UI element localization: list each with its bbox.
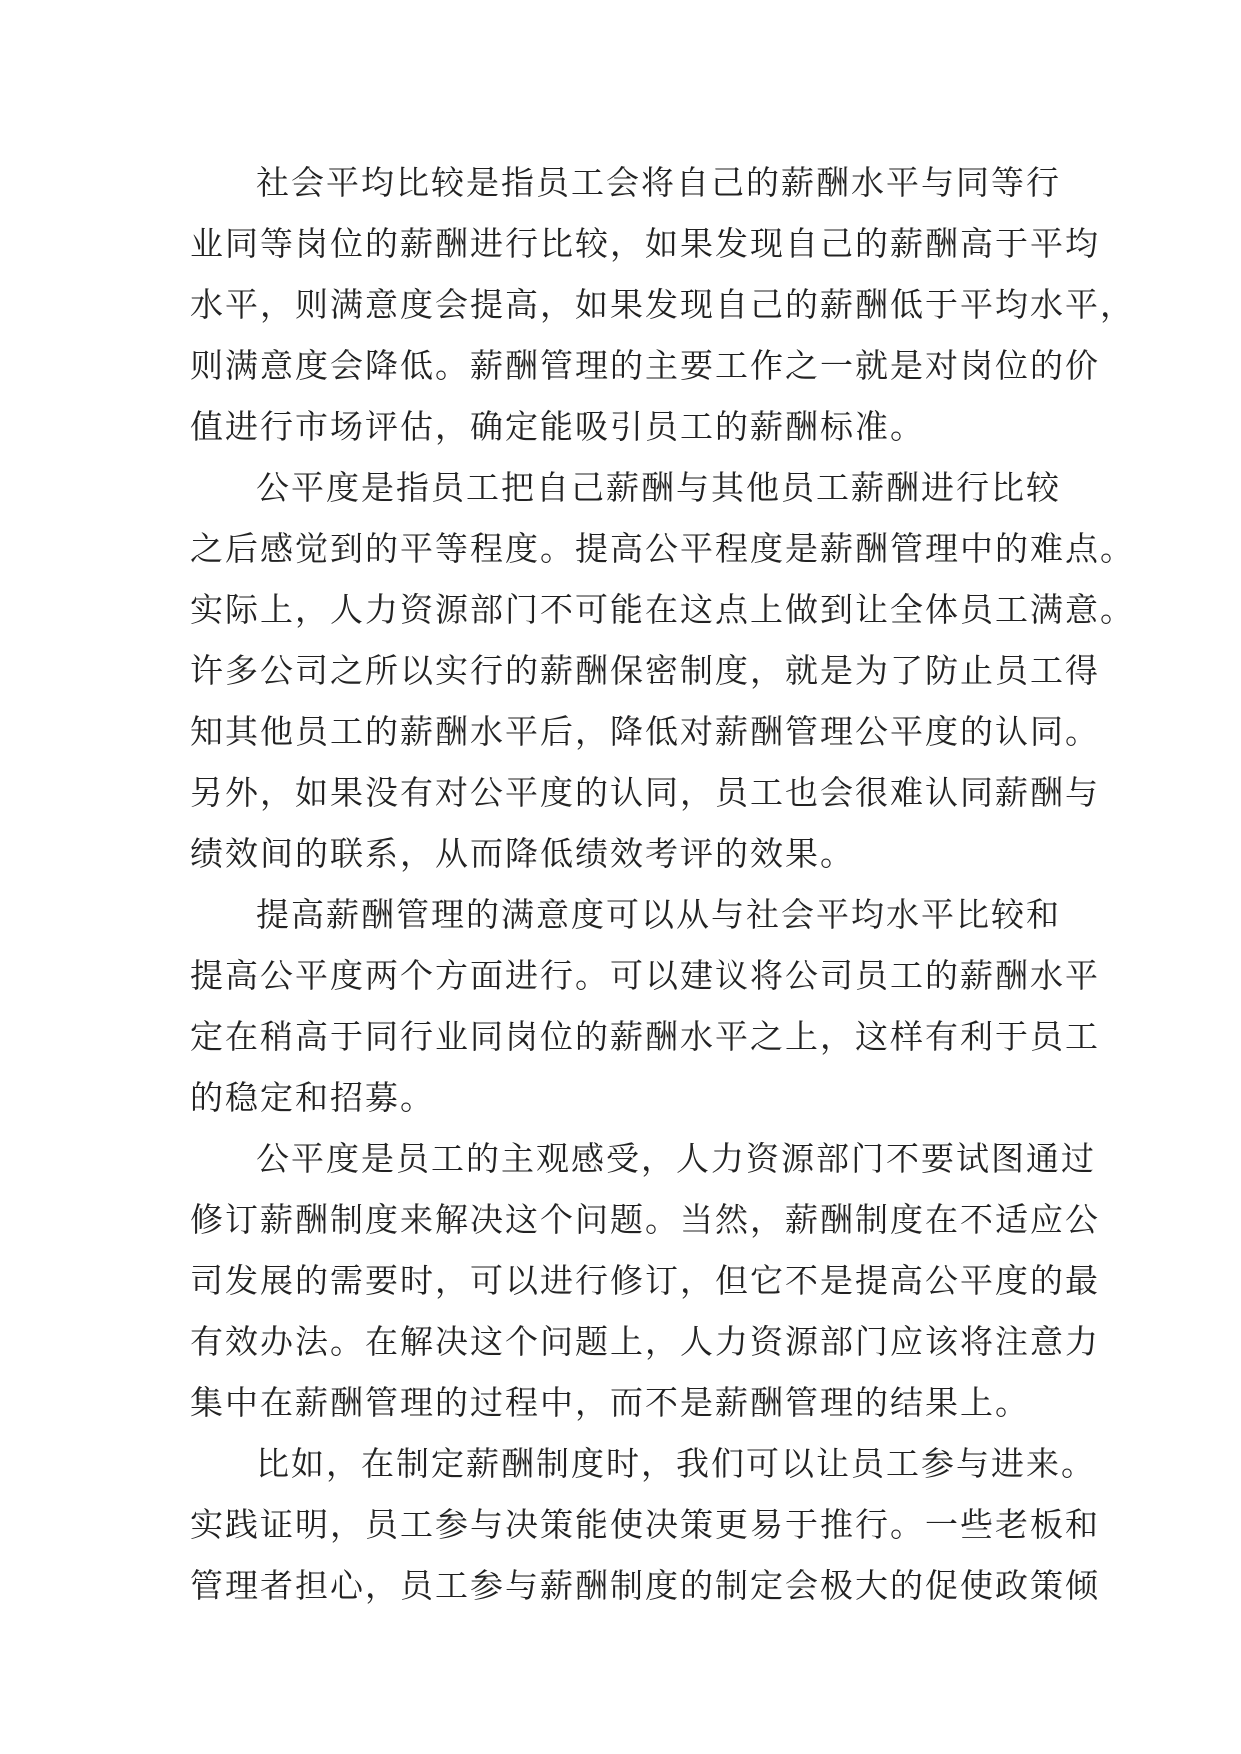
text-line: 定在稍高于同行业同岗位的薪酬水平之上，这样有利于员工 bbox=[190, 1017, 1100, 1056]
text-line: 社会平均比较是指员工会将自己的薪酬水平与同等行 bbox=[256, 163, 1061, 202]
text-line: 修订薪酬制度来解决这个问题。当然，薪酬制度在不适应公 bbox=[190, 1200, 1100, 1239]
text-line: 知其他员工的薪酬水平后，降低对薪酬管理公平度的认同。 bbox=[190, 712, 1100, 751]
text-line: 实际上，人力资源部门不可能在这点上做到让全体员工满意。 bbox=[190, 590, 1135, 629]
text-line: 有效办法。在解决这个问题上，人力资源部门应该将注意力 bbox=[190, 1322, 1100, 1361]
text-line: 公平度是指员工把自己薪酬与其他员工薪酬进行比较 bbox=[256, 468, 1061, 507]
paragraph-improve-satisfaction bbox=[190, 884, 1100, 1128]
text-line: 另外，如果没有对公平度的认同，员工也会很难认同薪酬与 bbox=[190, 773, 1100, 812]
text-line: 公平度是员工的主观感受，人力资源部门不要试图通过 bbox=[256, 1139, 1096, 1178]
text-line: 许多公司之所以实行的薪酬保密制度，就是为了防止员工得 bbox=[190, 651, 1100, 690]
paragraph-fairness-definition bbox=[190, 457, 1135, 884]
text-line: 管理者担心，员工参与薪酬制度的制定会极大的促使政策倾 bbox=[190, 1566, 1100, 1605]
paragraph-employee-participation bbox=[190, 1433, 1100, 1616]
paragraph-social-average-comparison bbox=[190, 152, 1135, 457]
text-line: 司发展的需要时，可以进行修订，但它不是提高公平度的最 bbox=[190, 1261, 1100, 1300]
text-line: 绩效间的联系，从而降低绩效考评的效果。 bbox=[190, 834, 855, 873]
text-line: 集中在薪酬管理的过程中，而不是薪酬管理的结果上。 bbox=[190, 1383, 1030, 1422]
text-line: 业同等岗位的薪酬进行比较，如果发现自己的薪酬高于平均 bbox=[190, 224, 1100, 263]
document-body bbox=[190, 152, 1135, 1616]
text-line: 提高薪酬管理的满意度可以从与社会平均水平比较和 bbox=[256, 895, 1061, 934]
paragraph-subjective-feeling bbox=[190, 1128, 1100, 1433]
text-line: 则满意度会降低。薪酬管理的主要工作之一就是对岗位的价 bbox=[190, 346, 1100, 385]
text-line: 比如，在制定薪酬制度时，我们可以让员工参与进来。 bbox=[256, 1444, 1096, 1483]
text-line: 值进行市场评估，确定能吸引员工的薪酬标准。 bbox=[190, 407, 925, 446]
text-line: 水平，则满意度会提高，如果发现自己的薪酬低于平均水平， bbox=[190, 285, 1135, 324]
text-line: 之后感觉到的平等程度。提高公平程度是薪酬管理中的难点。 bbox=[190, 529, 1135, 568]
text-line: 提高公平度两个方面进行。可以建议将公司员工的薪酬水平 bbox=[190, 956, 1100, 995]
text-line: 实践证明，员工参与决策能使决策更易于推行。一些老板和 bbox=[190, 1505, 1100, 1544]
text-line: 的稳定和招募。 bbox=[190, 1078, 435, 1117]
